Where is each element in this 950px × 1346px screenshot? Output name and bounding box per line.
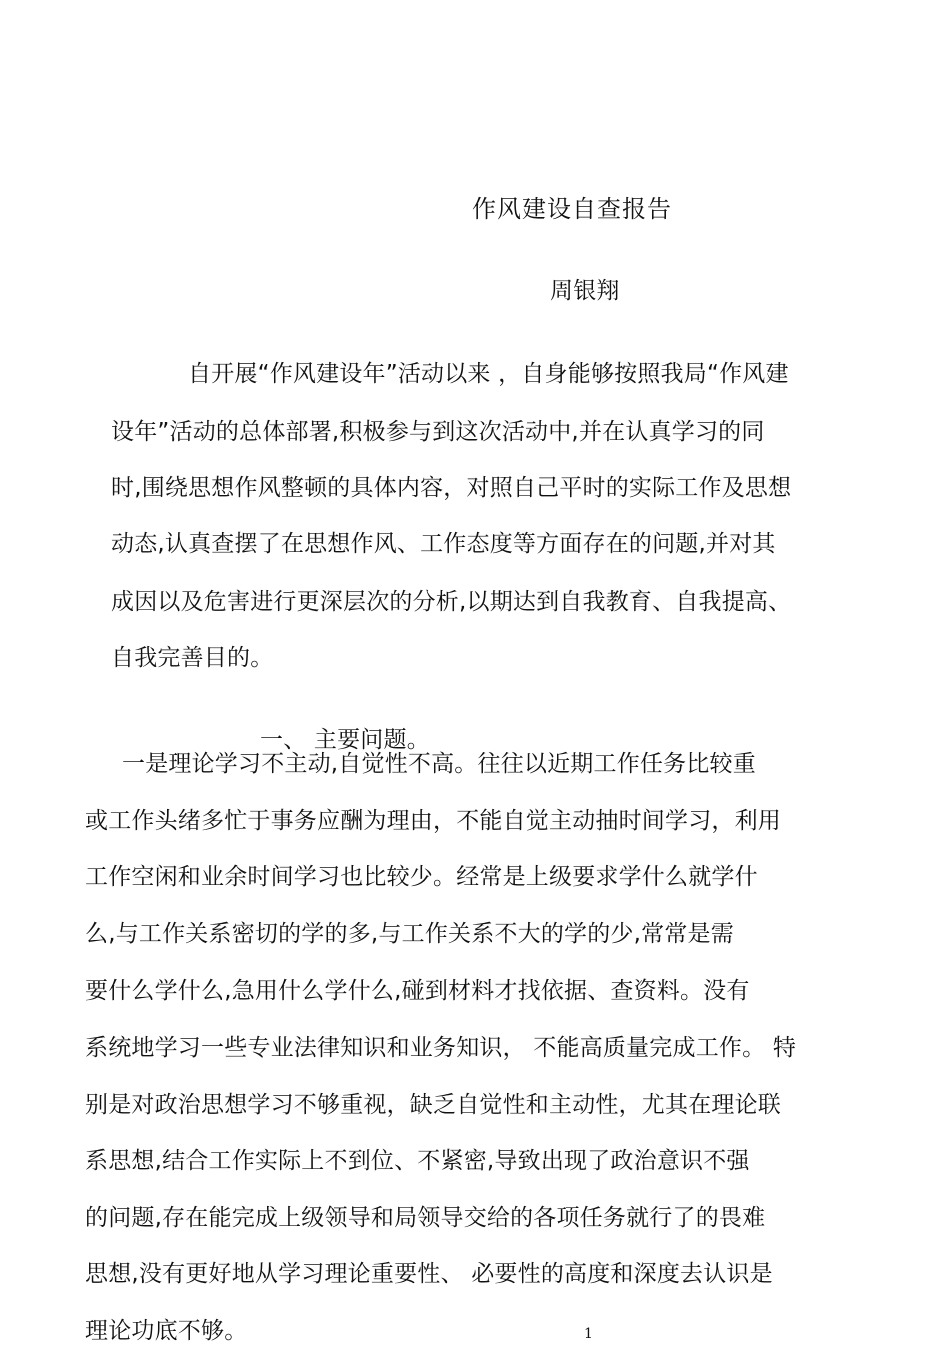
paragraph-line: 的问题,存在能完成上级领导和局领导交给的各项任务就行了的畏难 bbox=[85, 1205, 766, 1231]
paragraph-line: 动态,认真查摆了在思想作风、工作态度等方面存在的问题,并对其 bbox=[111, 531, 776, 557]
paragraph-line: 理论功底不够。 bbox=[85, 1318, 248, 1344]
paragraph-line: 自我完善目的。 bbox=[111, 645, 274, 671]
paragraph-line: 工作空闲和业余时间学习也比较少。经常是上级要求学什么就学什 bbox=[85, 864, 758, 890]
paragraph-line: 设年”活动的总体部署,积极参与到这次活动中,并在认真学习的同 bbox=[111, 419, 765, 445]
paragraph-line: 成因以及危害进行更深层次的分析,以期达到自我教育、自我提高、 bbox=[111, 589, 792, 615]
paragraph-line: 要什么学什么,急用什么学什么,碰到材料才找依据、查资料。没有 bbox=[85, 978, 750, 1004]
section-heading: 一、 主要问题。 bbox=[260, 727, 430, 753]
paragraph-line: 或工作头绪多忙于事务应酬为理由，不能自觉主动抽时间学习，利用 bbox=[85, 808, 781, 834]
author-name: 周银翔 bbox=[550, 278, 620, 304]
page-number: 1 bbox=[584, 1326, 593, 1342]
page-title: 作风建设自查报告 bbox=[472, 195, 672, 223]
paragraph-line: 思想,没有更好地从学习理论重要性、 必要性的高度和深度去认识是 bbox=[85, 1261, 773, 1287]
paragraph-line: 自开展“作风建设年”活动以来 ，自身能够按照我局“作风建 bbox=[188, 361, 789, 387]
paragraph-line: 系统地学习一些专业法律知识和业务知识， 不能高质量完成工作。 特 bbox=[85, 1035, 797, 1061]
paragraph-line: 一是理论学习不主动,自觉性不高。往往以近期工作任务比较重 bbox=[122, 751, 756, 777]
paragraph-line: 么,与工作关系密切的学的多,与工作关系不大的学的少,常常是需 bbox=[85, 921, 734, 947]
paragraph-line: 时,围绕思想作风整顿的具体内容，对照自己平时的实际工作及思想 bbox=[111, 475, 792, 501]
paragraph-line: 系思想,结合工作实际上不到位、不紧密,导致出现了政治意识不强 bbox=[85, 1148, 750, 1174]
paragraph-line: 别是对政治思想学习不够重视，缺乏自觉性和主动性，尤其在理论联 bbox=[85, 1092, 781, 1118]
